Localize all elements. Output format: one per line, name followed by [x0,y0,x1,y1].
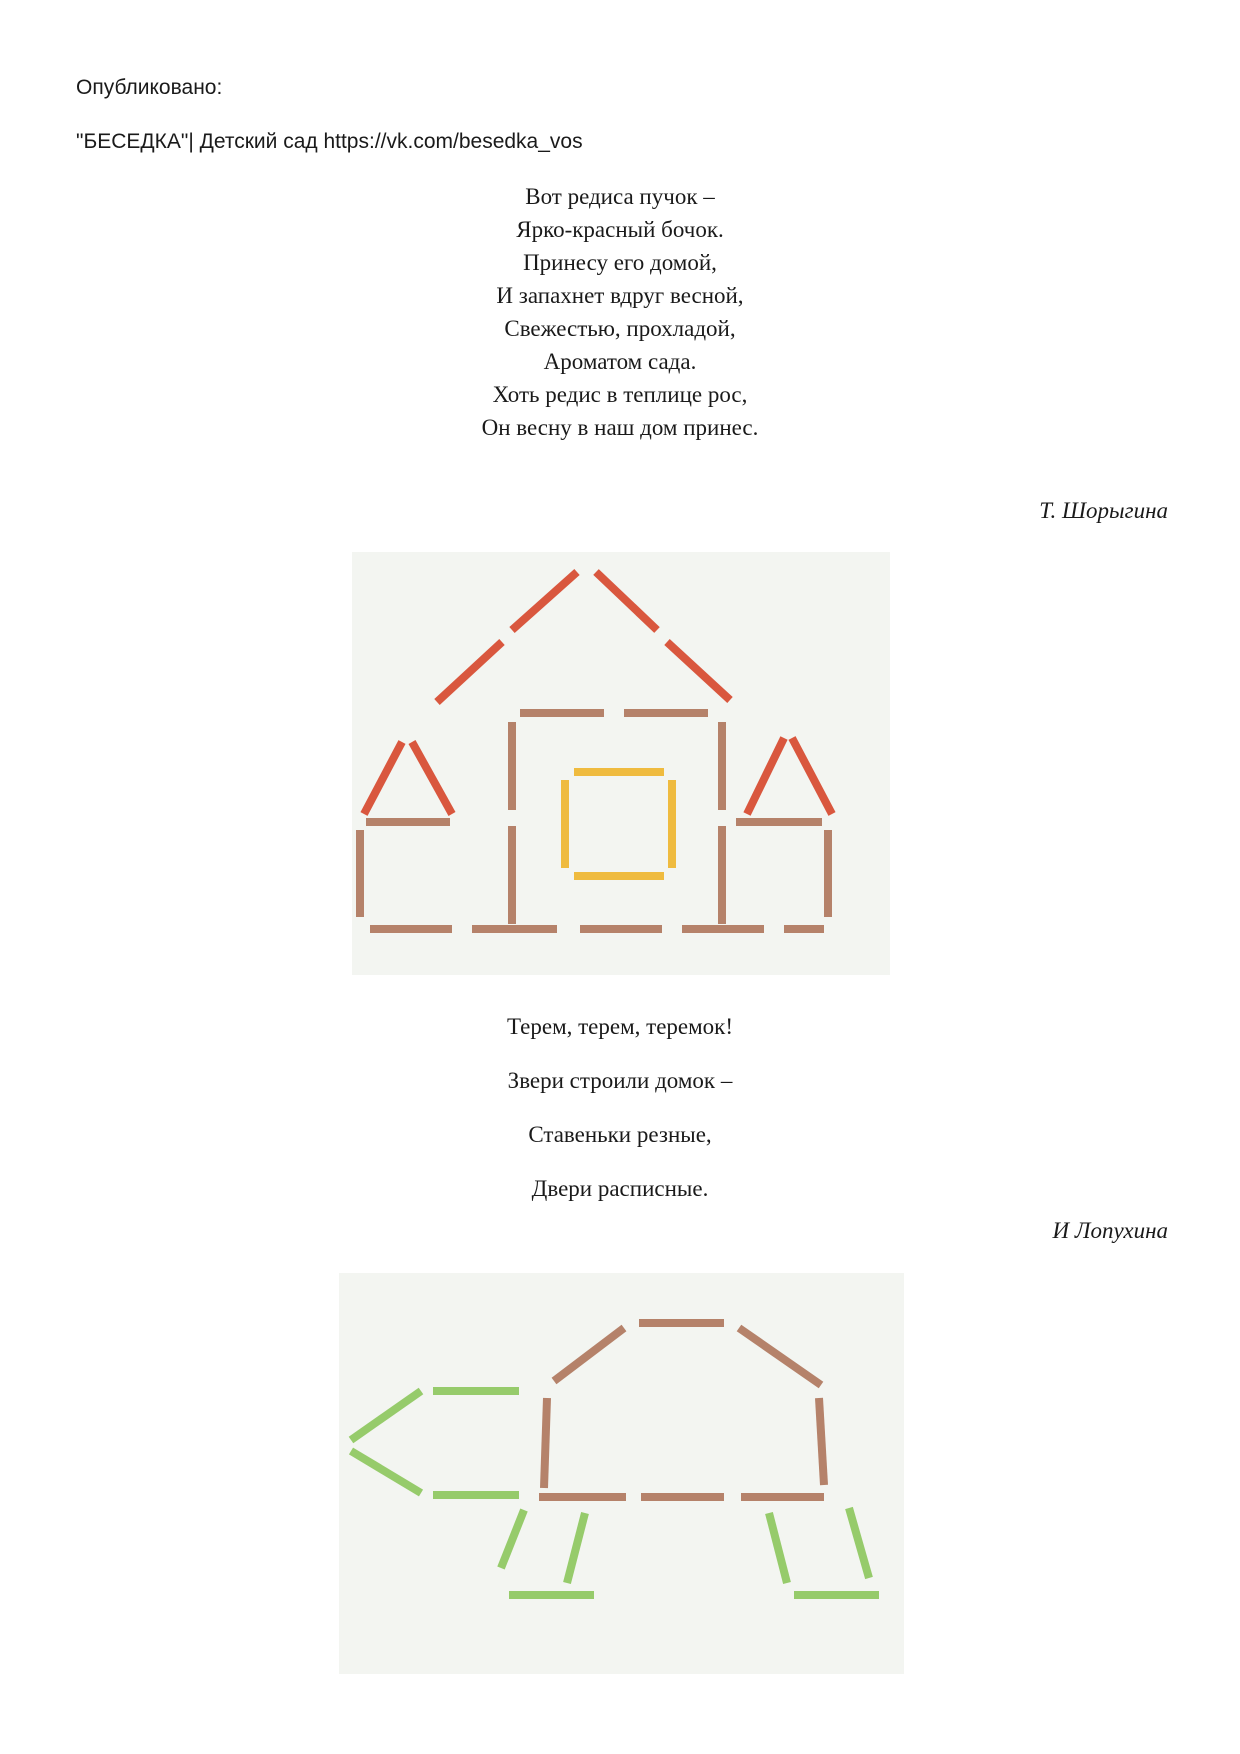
leg-stick [849,1508,869,1578]
poem-author: Т. Шорыгина [1039,498,1168,523]
poem-line: И запахнет вдруг весной, [496,283,744,308]
stick-house-svg [352,552,890,975]
roof-stick [437,642,502,702]
poem-line: Терем, терем, теремок! [506,1014,734,1039]
leg-stick [769,1513,787,1583]
stick-house-figure [352,552,890,975]
poem-line: Ярко-красный бочок. [516,217,724,242]
turret-roof-stick [364,742,402,814]
published-label: Опубликовано: [76,76,223,99]
turret-roof-stick [747,738,784,814]
poem-line: Свежестью, прохладой, [504,316,736,341]
poem-line: Ставеньки резные, [528,1122,712,1147]
turret-roof-stick [412,742,452,814]
roof-stick [512,572,577,630]
leg-stick [501,1510,524,1568]
roof-stick [596,572,657,630]
source-line: "БЕСЕДКА"| Детский сад https://vk.com/besedka_vos [76,130,583,153]
roof-stick [667,642,730,700]
poem-line: Хоть редис в теплице рос, [492,382,748,407]
shell-stick [819,1398,824,1485]
head-stick [351,1451,421,1493]
poem-author: И Лопухина [1052,1218,1168,1243]
poem-line: Вот редиса пучок – [525,184,715,209]
head-stick [351,1391,421,1440]
stick-turtle-svg [339,1273,904,1674]
leg-stick [567,1513,585,1583]
poem-line: Ароматом сада. [543,349,697,374]
poem-teremok [0,1000,1240,1216]
poem-line: Двери расписные. [531,1176,709,1201]
poem-line: Звери строили домок – [507,1068,733,1093]
poem-line: Он весну в наш дом принес. [481,415,759,440]
stick-turtle-figure [339,1273,904,1674]
poem-line: Принесу его домой, [523,250,717,275]
shell-stick [739,1328,821,1385]
shell-stick [554,1328,624,1381]
poem-radish [0,180,1240,444]
shell-stick [544,1398,547,1488]
turret-roof-stick [792,738,832,814]
